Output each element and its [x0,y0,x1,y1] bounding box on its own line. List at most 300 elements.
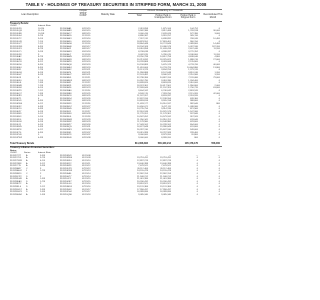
total-cell: 10,158,883 [137,63,148,66]
cusip-cell: 912810FE3 [10,115,22,118]
unstripped-cell: 22,962,153 [160,172,171,175]
interest-rate-cell: 6-3/8 [38,108,43,111]
unstripped-cell: 9,914,196 [161,108,171,111]
unstripped-cell: 9,834,253 [161,69,171,72]
corpus-strip-cusip-cell: 912803BJ1 [60,110,72,113]
series-cell: D [26,185,28,188]
cusip-cell: 912810DT2 [10,37,22,40]
reconstituted-cell: 0 [218,172,220,175]
section2-cusip-subhead: CUSIP: [10,152,18,155]
corpus-strip-cusip-cell: 912820QN0 [60,193,72,196]
reconstituted-cell: 0 [218,108,220,111]
corpus-strip-cusip-cell: 912803AY9 [60,84,72,87]
stripped-cell: 367,520 [190,115,198,118]
unstripped-cell: 5,991,257 [161,35,171,38]
corpus-strip-cusip-cell: 912803AJ2 [60,48,72,51]
stripped-cell: 2,016,000 [188,82,198,85]
corpus-strip-cusip-cell: 912803BU6 [60,136,72,139]
unstripped-cell: 16,774,648 [160,43,171,46]
cusip-cell: 912810EC8 [10,61,22,64]
maturity-date-cell: 08/15/17 [82,48,91,51]
stripped-cell: 1,334,400 [188,79,198,82]
stripped-cell: 4,638,040 [188,56,198,59]
total-cell: 19,131,384 [137,185,148,188]
total-cell: 14,016,858 [137,48,148,51]
corpus-strip-cusip-cell: 912820BY2 [60,162,72,165]
corpus-strip-cusip-cell: 912820BV8 [60,154,72,157]
corpus-strip-cusip-cell: 912820BX4 [60,159,72,162]
maturity-date-cell: 02/15/21 [82,69,91,72]
interest-rate-cell: 6-1/8 [38,110,43,113]
header-maturity-date: Maturity Date [101,14,115,16]
stripped-cell: 2,353,920 [188,95,198,98]
stripped-cell: 2,863,520 [188,89,198,92]
corpus-strip-cusip-cell: 912803AF0 [60,40,72,43]
corpus-strip-cusip-cell: 912820JC2 [60,178,72,181]
reconstituted-cell: 0 [218,95,220,98]
corpus-strip-cusip-cell: 912803AD5 [60,35,72,38]
unstripped-cell: 2,428,026 [161,32,171,35]
series-cell: A [26,154,28,157]
total-cell: 10,456,071 [137,105,148,108]
stripped-cell: 1,769,918 [188,30,198,33]
corpus-strip-cusip-cell: 912803BQ5 [60,126,72,129]
interest-rate-cell: 8-1/8 [38,71,43,74]
unstripped-cell: 3,812,468 [161,30,171,33]
header-stripped: Portion Held in Stripped Form [180,14,196,20]
interest-rate-cell: 3-3/8 [40,165,45,168]
total-cell: 26,112,406 [137,167,148,170]
total-unstripped: 506,430,214 [157,142,171,145]
cusip-cell: 912828CP2 [10,175,22,178]
unstripped-cell: 5,425,123 [161,63,171,66]
cusip-cell: 912810EL8 [10,82,22,85]
unstripped-cell: 17,958,437 [160,188,171,191]
reconstituted-cell: 0 [218,105,220,108]
corpus-strip-cusip-cell: 912820EW3 [60,170,73,173]
total-cell: 11,493,177 [137,102,148,105]
section-tips-heading: Treasury Inflation-Protected Securities: [10,146,55,149]
reconstituted-cell: 0 [218,61,220,64]
interest-rate-cell: 8-3/4 [38,45,43,48]
corpus-strip-cusip-cell: 912803AS2 [60,69,72,72]
series-cell: D [26,180,28,183]
reconstituted-cell: 0 [218,110,220,113]
stripped-cell: 629,600 [190,121,198,124]
total-cell: 6,896,367 [138,35,148,38]
interest-rate-cell: 7-1/4 [38,40,43,43]
unstripped-cell: 16,417,561 [160,84,171,87]
series-cell: A [26,165,28,168]
interest-rate-cell: 8-3/4 [38,63,43,66]
stripped-cell: 7,911,080 [188,76,198,79]
reconstituted-cell: 0 [218,167,220,170]
corpus-strip-cusip-cell: 912803AB9 [60,30,72,33]
reconstituted-cell: 0 [218,180,220,183]
series-cell: C [26,167,28,170]
reconstituted-cell: 0 [218,27,220,30]
unstripped-cell: 8,833,287 [161,95,171,98]
maturity-date-cell: 05/15/30 [82,123,91,126]
unstripped-cell: 5,786,070 [161,53,171,56]
maturity-date-cell: 11/15/27 [82,110,91,113]
stripped-cell: 2,135,800 [188,61,198,64]
unstripped-cell: 6,498,891 [161,37,171,40]
stripped-cell: 982,640 [190,102,198,105]
cusip-cell: 9128276R8 [10,162,22,165]
corpus-strip-cusip-cell: 912803BK8 [60,113,72,116]
reconstituted-cell: — [217,154,220,157]
interest-rate-cell: 1-7/8 [40,170,45,173]
total-cell: 19,718,431 [137,157,148,160]
maturity-date-cell: 02/15/38 [82,136,91,139]
corpus-strip-cusip-cell: 912820DP9 [60,167,72,170]
cusip-cell: 912810EA2 [10,56,22,59]
cusip-cell: 912810DY1 [10,50,22,53]
interest-rate-cell: 9 [38,53,40,56]
corpus-strip-cusip-cell: 912803AR4 [60,66,72,69]
stripped-cell: 572,390 [190,32,198,35]
total-cell: 10,228,868 [137,61,148,64]
cusip-cell: 912810DZ8 [10,53,22,56]
corpus-strip-cusip-cell: 912803BD4 [60,97,72,100]
corpus-strip-cusip-cell: 912803AC7 [60,32,72,35]
unstripped-cell: 7,478,521 [161,165,171,168]
cusip-cell: 912828ET2 [10,183,22,186]
reconstituted-cell: 0 [218,191,220,194]
maturity-date-cell: 07/15/16 [82,185,91,188]
cusip-cell: 912810FB9 [10,113,22,116]
stripped-cell: 821,560 [190,108,198,111]
total-cell: 7,267,131 [138,37,148,40]
stripped-cell: 2,607,440 [188,48,198,51]
maturity-date-cell: 05/15/15 [82,30,91,33]
reconstituted-cell: 0 [218,97,220,100]
interest-rate-cell: 6-3/4 [38,100,43,103]
reconstituted-cell: 0 [218,188,220,191]
maturity-date-cell: 02/15/20 [82,61,91,64]
stripped-cell: 3,246,800 [188,53,198,56]
reconstituted-cell: 79,600 [213,76,220,79]
maturity-date-cell: 08/15/27 [82,108,91,111]
corpus-strip-cusip-cell: 912803AG8 [60,43,72,46]
total-cell: 21,508,212 [137,175,148,178]
section2-rate-subhead: Interest Rate: [38,152,52,155]
stripped-cell: 228,400 [190,131,198,134]
unstripped-cell: 8,107,648 [161,71,171,74]
reconstituted-cell: 0 [218,113,220,116]
corpus-strip-cusip-cell: 912803BB8 [60,92,72,95]
cusip-cell: 912810EE4 [10,66,22,69]
reconstituted-cell: 27,600 [213,58,220,61]
unstripped-cell: 19,618,521 [160,183,171,186]
maturity-date-cell: 02/15/29 [82,118,91,121]
stripped-cell: 1,038,960 [188,105,198,108]
unstripped-cell: 16,389,096 [160,191,171,194]
corpus-strip-cusip-cell: 912803AZ6 [60,87,72,90]
stripped-cell: 0 [196,183,198,186]
reconstituted-cell: 40,000 [213,63,220,66]
maturity-date-cell: 11/15/24 [82,89,91,92]
maturity-date-cell: 02/15/16 [82,37,91,40]
stripped-cell: 20,800 [191,134,198,137]
reconstituted-cell: 1,200 [214,71,220,74]
unstripped-cell: 21,508,212 [160,175,171,178]
corpus-strip-cusip-cell: 912803AL7 [60,53,72,56]
reconstituted-cell: 800 [216,102,220,105]
reconstituted-cell: 0 [218,165,220,168]
total-cell: 12,163,482 [137,74,148,77]
total-cell: 13,440,398 [137,162,148,165]
reconstituted-cell: 0 [218,170,220,173]
total-cell: 24,155,478 [137,170,148,173]
reconstituted-cell: 0 [218,178,220,181]
stripped-cell: 431,600 [190,126,198,129]
maturity-date-cell: 05/15/21 [82,71,91,74]
series-cell: C [26,172,28,175]
corpus-strip-cusip-cell: 912803AP8 [60,61,72,64]
unstripped-cell: 26,112,406 [160,167,171,170]
cusip-cell: 912828AU4 [10,170,22,173]
cusip-cell: 912810DS4 [10,35,22,38]
maturity-date-cell: 08/15/15 [82,32,91,35]
corpus-strip-cusip-cell: 912803AQ6 [60,63,72,66]
cusip-cell: 912810EH7 [10,74,22,77]
table-row [0,194,232,197]
reconstituted-cell: 0 [218,100,220,103]
maturity-date-cell: 01/15/09 [82,157,91,160]
unstripped-cell: 17,863,401 [160,40,171,43]
interest-rate-cell: 6-1/2 [38,102,43,105]
maturity-date-cell: 01/15/18 [82,193,91,196]
cusip-cell: 912810EF1 [10,69,22,72]
cusip-cell: 912810DR6 [10,32,22,35]
stripped-cell: 0 [196,193,198,196]
total-cell: 3,000,416 [138,32,148,35]
interest-rate-cell: 2 [40,183,42,186]
maturity-date-cell: 02/15/37 [82,131,91,134]
header-reconstituted: Reconstituted This Month [203,14,223,19]
maturity-date-cell: 02/15/15 [82,27,91,30]
total-cell: 22,518,539 [137,110,148,113]
series-cell: A [26,159,28,162]
unstripped-cell: 10,733,726 [160,66,171,69]
corpus-strip-cusip-cell: 912803AW3 [60,79,72,82]
corpus-strip-cusip-cell: 912820PH4 [60,191,72,194]
maturity-date-cell: 02/15/25 [82,92,91,95]
cusip-cell: 912810FG8 [10,121,22,124]
corpus-strip-cusip-cell: 912803BT9 [60,134,72,137]
interest-rate-cell: 2 [40,175,42,178]
maturity-date-cell: 02/15/27 [82,105,91,108]
cusip-cell: 912810DV7 [10,43,22,46]
total-cell: — [145,154,148,157]
reconstituted-cell: 11,200 [213,53,220,56]
corpus-strip-cusip-cell: 912803BM4 [60,118,72,121]
reconstituted-cell: 0 [218,118,220,121]
unstripped-cell: 9,946,522 [161,74,171,77]
reconstituted-cell: 0 [218,162,220,165]
interest-rate-cell: 4-1/2 [38,128,43,131]
stripped-cell: 905,110 [190,35,198,38]
cusip-cell: 912828FL0 [10,185,22,188]
cusip-cell: 912828EA3 [10,180,22,183]
corpus-strip-cusip-cell: 912820BW6 [60,157,73,160]
interest-rate-cell: 3-7/8 [40,157,45,160]
cusip-cell: 9128274Y5 [10,157,22,160]
stripped-cell: 988,660 [190,100,198,103]
maturity-date-cell: 01/15/17 [82,188,91,191]
reconstituted-cell: 0 [218,69,220,72]
interest-rate-cell: 9-1/8 [38,50,43,53]
reconstituted-cell: 0 [218,128,220,131]
corpus-strip-cusip-cell: 912803AU7 [60,74,72,77]
interest-rate-cell: 7-5/8 [38,82,43,85]
stripped-cell: 0 [196,191,198,194]
cusip-cell: 9128277J5 [10,165,21,168]
stripped-cell: 804,000 [190,123,198,126]
header-unstripped: Portion Held in Unstripped Form [154,14,172,20]
total-cell: 20,213,832 [137,58,148,61]
maturity-date-cell: 02/15/23 [82,84,91,87]
interest-rate-cell: 5 [38,134,40,137]
total-cell: 11,350,341 [137,118,148,121]
total-cell: 10,699,626 [137,82,148,85]
unstripped-cell: 12,198,556 [160,97,171,100]
stripped-cell: 0 [196,162,198,165]
stripped-cell: 2,115,920 [188,92,198,95]
stripped-cell: 0 [196,188,198,191]
maturity-date-cell: 05/15/20 [82,63,91,66]
cusip-cell: 912810EP9 [10,89,22,92]
interest-rate-cell: 8-7/8 [38,56,43,59]
interest-rate-cell: 6-7/8 [38,95,43,98]
interest-rate-cell: 8-1/8 [38,74,43,77]
maturity-date-cell: 01/15/16 [82,183,91,186]
unstripped-cell: 24,155,478 [160,170,171,173]
interest-rate-cell: 9-1/4 [38,37,43,40]
maturity-date-cell: 01/15/15 [82,178,91,181]
stripped-cell: 768,240 [190,37,198,40]
total-cell: 11,776,201 [137,113,148,116]
reconstituted-cell: 0 [218,131,220,134]
interest-rate-cell: 6-1/8 [38,121,43,124]
cusip-cell: 912810EK0 [10,79,22,82]
maturity-date-cell: 08/15/29 [82,121,91,124]
reconstituted-cell: 0 [218,183,220,186]
corpus-strip-cusip-cell: 912803BR3 [60,128,72,131]
corpus-strip-cusip-cell: 912803BH5 [60,108,72,111]
cusip-cell: 912810FM5 [10,126,22,129]
interest-rate-cell: 6-1/4 [38,123,43,126]
interest-rate-cell: 7-1/4 [38,79,43,82]
corpus-strip-cusip-cell: 912803AM5 [60,56,72,59]
interest-rate-cell: 2-1/2 [40,185,45,188]
total-cell: 20,206,432 [137,180,148,183]
total-cell: 11,178,580 [137,121,148,124]
stripped-cell: 433,640 [190,118,198,121]
corpus-strip-cusip-cell: 912820BZ9 [60,165,72,168]
reconstituted-cell: 0 [218,157,220,160]
cusip-cell: 912810FF0 [10,118,22,121]
stripped-cell: 0 [196,170,198,173]
stripped-cell: 1,547,960 [188,110,198,113]
reconstituted-cell: 3,200 [214,74,220,77]
stripped-cell: — [195,154,198,157]
maturity-date-cell: 07/15/13 [82,170,91,173]
stripped-cell: 639,360 [190,97,198,100]
interest-rate-cell: 7-1/2 [38,89,43,92]
stripped-cell: 3,770,352 [188,50,198,53]
interest-rate-cell: 8 [38,76,40,79]
cusip-cell: 912810EQ7 [10,92,22,95]
cusip-cell: 912828HN4 [10,193,22,196]
unstripped-cell: 10,579,532 [160,115,171,118]
maturity-date-cell: 08/15/20 [82,66,91,69]
interest-rate-cell: 8-3/4 [38,66,43,69]
interest-rate-cell: 2 [40,172,42,175]
corpus-strip-cusip-cell: 912803BA0 [60,89,72,92]
stripped-cell: 0 [196,178,198,181]
reconstituted-cell: 42,000 [213,92,220,95]
maturity-date-cell: 11/15/16 [82,43,91,46]
stripped-cell: 4,733,760 [188,63,198,66]
series-cell: A [26,157,28,160]
interest-rate-cell: 8-7/8 [38,48,43,51]
corpus-strip-cusip-cell: 912820KR7 [60,180,72,183]
total-cell: 18,864,448 [137,43,148,46]
series-cell: A [26,162,28,165]
interest-rate-cell: 4-3/8 [38,136,43,139]
cusip-cell: 912810PW2 [10,136,23,139]
total-cell: 32,798,394 [137,76,148,79]
unstripped-cell: 13,440,398 [160,162,171,165]
total-cell: 16,427,648 [137,126,148,129]
maturity-date-cell: 11/15/22 [82,82,91,85]
corpus-strip-cusip-cell: 912803BL6 [60,115,72,118]
cusip-cell: 9128275W8 [10,159,22,162]
maturity-date-cell: 11/15/28 [82,115,91,118]
interest-rate-cell: 3-1/2 [40,162,45,165]
interest-rate-cell: 8-1/8 [38,58,43,61]
unstripped-cell: 13,096,579 [160,45,171,48]
interest-rate-cell: 2-3/8 [40,188,45,191]
cusip-cell: 912810EG9 [10,71,22,74]
unstripped-cell: 18,787,599 [160,131,171,134]
unstripped-cell: 16,239,162 [160,123,171,126]
total-cell: 10,735,756 [137,108,148,111]
reconstituted-cell: 0 [218,126,220,129]
cusip-cell: 912828AF7 [10,167,22,170]
reconstituted-cell: 0 [218,82,220,85]
corpus-strip-cusip-cell: 912803BP7 [60,123,72,126]
stripped-cell: 0 [196,165,198,168]
maturity-date-cell: 08/15/25 [82,95,91,98]
stripped-cell: 1,756,720 [188,87,198,90]
unstripped-cell: 9,905,158 [161,100,171,103]
unstripped-cell: 10,510,537 [160,102,171,105]
reconstituted-cell: 4,800 [214,56,220,59]
cusip-cell: 912810EZ7 [10,110,22,113]
total-cell: 12,897,219 [137,159,148,162]
reconstituted-cell: 0 [218,115,220,118]
cusip-cell: 912810EB0 [10,58,22,61]
corpus-strip-cusip-cell: 912820NS2 [60,188,72,191]
total-cell: 9,509,170 [138,92,148,95]
reconstituted-cell: 10,400 [213,37,220,40]
stripped-cell: 1,279,120 [188,69,198,72]
reconstituted-cell: 0 [218,123,220,126]
